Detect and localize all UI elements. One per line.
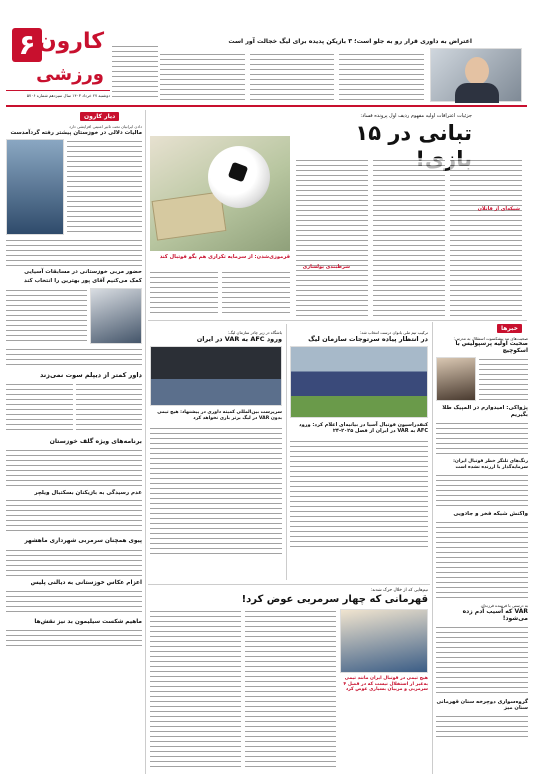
masthead-side-text xyxy=(112,44,158,100)
news-box xyxy=(436,336,528,774)
col-rule-3 xyxy=(286,324,287,580)
left-photo-1 xyxy=(6,139,64,235)
feature-lower-text xyxy=(150,270,290,314)
news-item-4-kicker: به درستی با فریبنده فرزندان xyxy=(480,602,528,608)
col-rule-1 xyxy=(145,110,146,774)
bottom-story-quote: هیچ تیمی در فوتبال ایران مانند تیمی به‌غیر از استقلال نیست که در فصل ۴ سرمربی و مربیان بسیاری عوض کرد xyxy=(343,676,428,693)
mid-story-1 xyxy=(290,330,428,549)
left-item-3-head: داور کمتر از دیپلم سوت نمی‌زند xyxy=(40,370,142,379)
news-item-3-head: واکنش شبکه فخر و جادویی xyxy=(453,510,528,517)
mid-photo-team xyxy=(290,346,428,418)
bottom-photo xyxy=(340,609,428,673)
soccer-ball-photo xyxy=(208,146,270,208)
logo-name: کارون xyxy=(37,29,104,54)
left-item-8-head: ماهیم شکست سیلیمون بد نیز نقش‌ها xyxy=(34,618,142,625)
mid-photo-var xyxy=(150,346,282,406)
left-col-tag: دیار کارون xyxy=(80,112,119,121)
masthead xyxy=(6,24,110,108)
feature-subhead-a: شرطبندی پولسازی xyxy=(302,264,350,270)
left-item-0-head: مالیات دلالی در خوزستان پیشتر رفته گردآمدست xyxy=(10,130,142,136)
left-item-2-head: کمک می‌کنیم آقای پور بهترین را انتخاب کند xyxy=(24,277,142,284)
bottom-rule xyxy=(148,584,430,585)
news-item-2-head: زنگ‌های تلنگر خطر فوتبال ایران: سرمایه‌گذار با ارزنده نشده است xyxy=(453,459,528,470)
news-item-0-kicker: صحبت‌های تند پیشکسوت استقلال به مدرس: xyxy=(453,336,528,341)
top-divider xyxy=(6,105,527,107)
feature-photo-caption: قرموزی‌شدن: از سرمایه‌ تکراری هم بگو فوتبال کند xyxy=(159,254,290,260)
news-item-5-head: گروه‌سواری دوچرخه سنان قهرمانی سنان میز xyxy=(436,698,528,712)
mid-story-1-head: در انتظار پیاده سرتوجات سازمان لیگ xyxy=(308,335,428,343)
news-box-tag: خبرها xyxy=(497,324,522,333)
mid-story-2-quote: سرپرست بین‌المللی کمیته داوری در پیشنهاد: هیچ تیمی بدون VAR در لیگ برتر بازی نخواهد کرد xyxy=(157,410,282,421)
feature-headline: تبانی در ۱۵ xyxy=(355,121,472,145)
mid-story-1-quote: کنفدراسیون فوتبال آسیا در بیانیه‌ای اعلام کرد: ورود AFC به VAR در ایران از فصل ۲۰۲۵-۲۴ xyxy=(299,422,428,435)
mid-story-2-kicker: باشگاه در زیر چادر سازمان لیگ: xyxy=(227,330,282,335)
col-rule-2 xyxy=(432,322,433,774)
feature-bottom-rule xyxy=(148,320,527,321)
feature-photo xyxy=(150,136,290,251)
feature-kicker: جزئیات اعترافات اولیه مفهوم ردیف اول پرونده فساد: xyxy=(360,113,472,119)
news-item-0-head: صحبت اولیه پرسپولیس با اسکوچیچ xyxy=(455,341,528,355)
mid-story-2-head: ورود AFC به VAR در ایران xyxy=(196,335,282,343)
logo-number: ۶ xyxy=(18,28,36,61)
left-item-0-kicker: دادن ایرانیان تحت تاثیر امنیتی افزایشی دارد xyxy=(69,124,142,129)
bottom-story-kicker: تیم‌هایی که از خلال حرک شدند: xyxy=(370,588,428,593)
mid-story-2 xyxy=(150,330,282,558)
left-item-7-head: اعزام عکاس خوزستانی به دیالنی پلیس xyxy=(30,579,142,586)
bottom-story xyxy=(150,588,428,774)
left-column xyxy=(6,124,142,774)
left-item-4-head: برنامه‌های ویژه گلف خوزستان xyxy=(49,437,142,445)
section-title: ورزشی xyxy=(36,64,104,85)
left-item-5-head: عدم رسیدگی به بازیکنان بسکتبال ویلچر xyxy=(34,489,142,496)
feature-subhead-b: شبکه‌ای از قاتلان xyxy=(477,206,520,212)
banknotes-photo xyxy=(152,191,227,240)
mid-story-1-kicker: ترکیب تیم ملی بانوان درست انتخاب شد: xyxy=(359,330,428,335)
news-item-4-head: VAR که آسیب آدم زده می‌شود! xyxy=(462,607,528,623)
feature-text xyxy=(296,158,522,318)
bottom-story-head: قهرمانی که چهار سرمربی عوض کرد! xyxy=(241,593,428,605)
issue-line: دوشنبه ۲۷ خرداد ۱۴۰۳ سال سیزدهم شماره ۵۷۰۶ xyxy=(6,90,110,98)
news-photo-1 xyxy=(436,357,476,401)
top-story-headline: اعتراض به داوری قرار رو به جلو است؛ ۳ بازیکن پدیده برای لیگ خجالت آور است xyxy=(228,38,472,45)
left-photo-2 xyxy=(90,288,142,344)
top-story-text xyxy=(160,52,424,100)
left-item-1-head: حضور مربی خوزستانی در مسابقات آسیایی xyxy=(24,268,142,275)
left-item-6-head: پیوی همچنان سرمربی شهرداری ماهشهر xyxy=(24,538,142,545)
news-item-1-head: پژواکی: امیدوارم در المپیک طلا بگیریم xyxy=(442,405,528,419)
portrait-photo xyxy=(430,48,522,102)
